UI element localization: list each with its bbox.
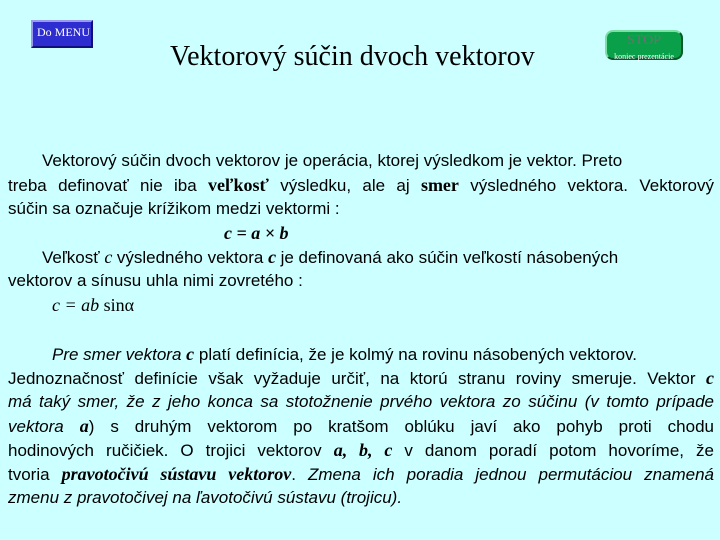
p2-line-4: [8, 415, 714, 437]
p1-l5-c2: c: [268, 247, 281, 267]
stop-label: STOP: [627, 33, 661, 48]
p2-l5-vectors: a, b, c: [333, 440, 393, 460]
p2-line-3: má taký smer, že z jeho konca sa stotožnenie prvého vektora zo súčinu (v tomto prípade: [8, 392, 714, 411]
p2-l4-c: ) s druhým vektorom po kratšom oblúku javí ako pohyb proti chodu: [88, 417, 714, 436]
stop-button[interactable]: [605, 30, 683, 60]
p2-l6-a: tvoria: [8, 465, 62, 484]
p2-line-6: [8, 463, 714, 485]
p1-line-5: [8, 246, 714, 268]
p1-formula-cross: [8, 222, 714, 244]
p2-line-1: [8, 343, 714, 365]
p1-term: Vektorový súčin dvoch vektorov: [42, 151, 281, 170]
p2-l5-c: v danom poradí potom hovoríme, že: [392, 441, 714, 460]
p1-l2-e: výsledného vektora. Vektorový: [458, 176, 714, 195]
p1-line-3: súčin sa označuje krížikom medzi vektormi :: [8, 199, 340, 218]
p1-l5-a: Veľkosť: [42, 248, 105, 267]
formula-magnitude-b: sinα: [103, 295, 135, 315]
menu-button[interactable]: Do MENU: [31, 20, 93, 48]
p1-l5-c1: c: [104, 247, 117, 267]
p2-l6-term: pravotočivú sústavu vektorov: [61, 464, 292, 484]
p1-l2-a: treba definovať nie iba: [8, 176, 209, 195]
page-title: Vektorový súčin dvoch vektorov: [170, 41, 535, 72]
p1-l5-e: je definovaná ako súčin veľkostí násobených: [280, 248, 619, 267]
p1-line-1: [8, 150, 714, 172]
formula-cross-product: c = a × b: [224, 223, 289, 243]
p1-l1-rest: je operácia, ktorej výsledkom je vektor. Preto: [280, 151, 623, 170]
p1-l2-smer: smer: [420, 175, 459, 195]
p2-l1-c: c: [186, 344, 195, 364]
p2-line-7: zmenu z pravotočivej na ľavotočivú sústavu (trojicu).: [8, 488, 403, 507]
p2-l6-c: .: [291, 465, 308, 484]
p1-line-2: [8, 174, 714, 196]
p2-l5-a: hodinových ručičiek. O trojici vektorov: [8, 441, 334, 460]
p1-l2-c: výsledku, ale aj: [268, 176, 421, 195]
p2-line-2: [8, 367, 714, 389]
p2-l4-vector-a: a: [79, 416, 89, 436]
p1-formula-magnitude: [8, 294, 714, 316]
p2-l4-a: vektora: [8, 417, 80, 436]
p2-l2-c: c: [706, 368, 714, 388]
p1-line-6: vektorov a sínusu uhla nimi zovretého :: [8, 271, 303, 290]
stop-sublabel: koniec prezentácie: [614, 52, 674, 61]
p2-l1-a: Pre smer vektora: [52, 345, 187, 364]
p2-l6-d: Zmena ich poradia jednou permutáciou znamená: [307, 465, 714, 484]
p1-l5-c: výsledného vektora: [116, 248, 269, 267]
p2-l2-a: Jednoznačnosť definície však vyžaduje určiť, na ktorú stranu roviny smeruje. Vektor: [8, 369, 706, 388]
p2-line-5: [8, 439, 714, 461]
p2-l1-rest: platí definícia, že je kolmý na rovinu násobených vektorov.: [194, 345, 638, 364]
formula-magnitude-a: c = ab: [52, 295, 104, 315]
p1-l2-velkost: veľkosť: [208, 175, 269, 195]
